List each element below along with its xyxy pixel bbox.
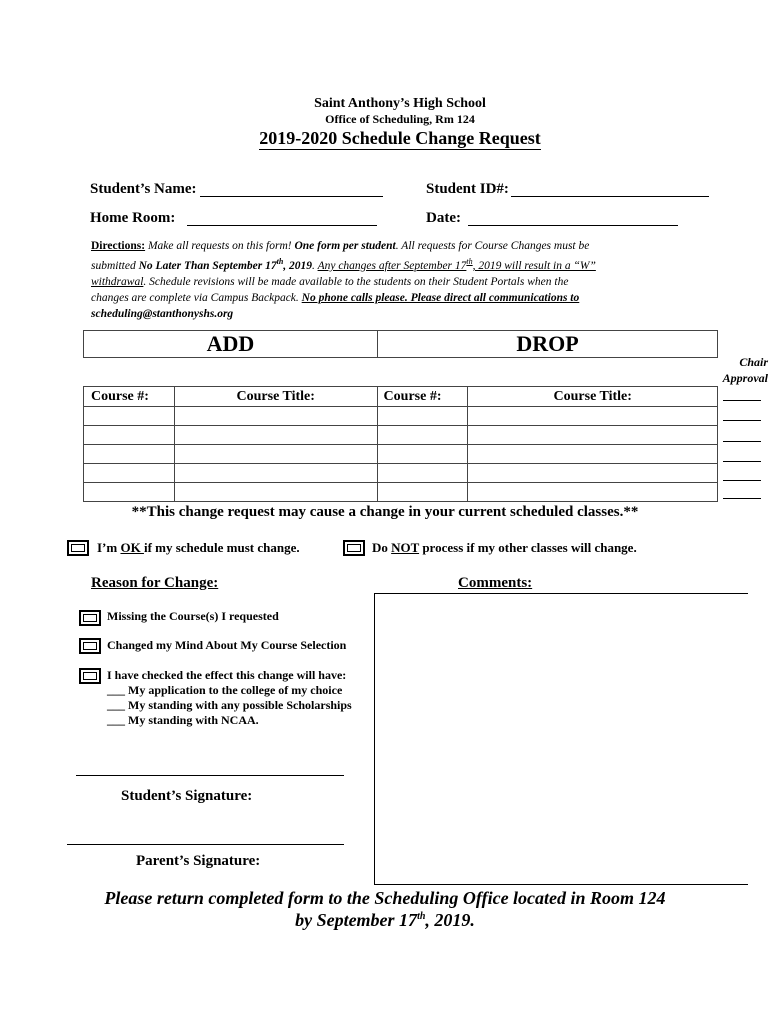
- drop-heading: DROP: [516, 331, 579, 356]
- parent-signature-line[interactable]: [67, 844, 344, 845]
- directions-text-9: , 2019 will result in a “W”: [472, 259, 596, 272]
- school-name: Saint Anthony’s High School: [314, 96, 486, 111]
- date-line[interactable]: [468, 225, 678, 226]
- col-course-num-2: Course #:: [377, 387, 468, 407]
- footer-date-sup: th: [417, 911, 426, 922]
- table-row: [84, 407, 718, 426]
- table-row: [84, 464, 718, 483]
- chair-approval-line[interactable]: [723, 461, 761, 462]
- directions-text-3: . All requests for Course Changes must be: [395, 240, 590, 252]
- ok-option-label: [97, 540, 300, 556]
- home-room-label: Home Room:: [90, 210, 176, 226]
- table-cell[interactable]: [174, 483, 377, 502]
- comments-heading: Comments:: [458, 575, 533, 591]
- footer-date-prefix: by September 17: [295, 910, 418, 930]
- chair-approval-line[interactable]: [723, 400, 761, 401]
- ok-prefix: I’m: [97, 540, 121, 555]
- not-option-label: [372, 540, 637, 556]
- student-signature-label: Student’s Signature:: [121, 788, 253, 804]
- not-checkbox[interactable]: [343, 540, 365, 556]
- table-cell[interactable]: [174, 445, 377, 464]
- parent-signature-label: Parent’s Signature:: [136, 853, 261, 869]
- table-cell[interactable]: [84, 426, 175, 445]
- date-label: Date:: [426, 210, 461, 226]
- footer-line-2: [0, 910, 770, 931]
- student-signature-line[interactable]: [76, 775, 344, 776]
- effect-scholarships: ___ My standing with any possible Scholarships: [107, 698, 352, 712]
- table-cell[interactable]: [377, 483, 468, 502]
- directions-sup-1: th: [276, 257, 284, 266]
- reason-changed-mind-checkbox[interactable]: [79, 638, 101, 654]
- form-title-text: 2019-2020 Schedule Change Request: [259, 128, 541, 148]
- table-cell[interactable]: [174, 407, 377, 426]
- reason-changed-mind-label: Changed my Mind About My Course Selection: [107, 638, 347, 652]
- directions-text-13: No phone calls please. Please direct all communications to: [301, 291, 580, 304]
- chair-approval-line[interactable]: [723, 498, 761, 499]
- student-name-line[interactable]: [200, 196, 383, 197]
- home-room-line[interactable]: [187, 225, 377, 226]
- table-cell[interactable]: [468, 483, 718, 502]
- student-name-label: Student’s Name:: [90, 181, 197, 197]
- table-cell[interactable]: [84, 483, 175, 502]
- chair-approval-line[interactable]: [723, 480, 761, 481]
- student-id-label: Student ID#:: [426, 181, 509, 197]
- directions-text-8: Any changes after September 17: [317, 259, 467, 272]
- table-cell[interactable]: [377, 407, 468, 426]
- table-cell[interactable]: [84, 407, 175, 426]
- table-cell[interactable]: [174, 464, 377, 483]
- table-row: [84, 483, 718, 502]
- comments-box[interactable]: [374, 593, 748, 885]
- warning-text: **This change request may cause a change in your current scheduled classes.**: [131, 504, 639, 520]
- table-cell[interactable]: [84, 445, 175, 464]
- table-row: [84, 426, 718, 445]
- table-cell[interactable]: [377, 426, 468, 445]
- ok-checkbox[interactable]: [67, 540, 89, 556]
- directions-text-6: , 2019: [283, 259, 313, 272]
- table-cell[interactable]: [468, 426, 718, 445]
- ok-underline: OK: [120, 540, 144, 555]
- table-row: [84, 445, 718, 464]
- directions-text-11: . Schedule revisions will be made available to the students on their Student Portals when the: [143, 275, 569, 288]
- approval-label: Approval: [722, 371, 768, 385]
- effect-college: ___ My application to the college of my choice: [107, 683, 343, 697]
- directions-text-1: Make all requests on this form!: [145, 240, 295, 252]
- reason-checked-effect-checkbox[interactable]: [79, 668, 101, 684]
- table-cell[interactable]: [468, 407, 718, 426]
- add-drop-header: [83, 330, 718, 358]
- office-name: Office of Scheduling, Rm 124: [325, 112, 475, 126]
- directions-label: Directions:: [91, 240, 146, 252]
- table-cell[interactable]: [377, 464, 468, 483]
- add-heading: ADD: [84, 331, 378, 357]
- student-id-line[interactable]: [511, 196, 709, 197]
- reason-checked-effect-label: I have checked the effect this change will have:: [107, 668, 347, 682]
- table-cell[interactable]: [377, 445, 468, 464]
- footer-date-suffix: , 2019.: [425, 910, 475, 930]
- table-cell[interactable]: [174, 426, 377, 445]
- effect-ncaa: ___ My standing with NCAA.: [107, 713, 259, 727]
- directions-text-7: .: [312, 259, 318, 272]
- table-cell[interactable]: [468, 464, 718, 483]
- chair-label: Chair: [739, 355, 768, 369]
- col-course-title-1: Course Title:: [174, 387, 377, 407]
- table-header-row: [84, 387, 718, 407]
- footer-line-1: Please return completed form to the Scheduling Office located in Room 124: [104, 888, 666, 908]
- chair-approval-line[interactable]: [723, 420, 761, 421]
- reason-missing-checkbox[interactable]: [79, 610, 101, 626]
- col-course-title-2: Course Title:: [468, 387, 718, 407]
- ok-suffix: if my schedule must change.: [143, 540, 300, 555]
- reason-heading: Reason for Change:: [91, 575, 219, 591]
- not-underline: NOT: [391, 540, 420, 555]
- directions-text-2: One form per student: [294, 240, 396, 252]
- table-cell[interactable]: [84, 464, 175, 483]
- form-title: [0, 128, 770, 149]
- not-suffix: process if my other classes will change.: [419, 540, 637, 555]
- directions: [91, 238, 691, 322]
- table-cell[interactable]: [468, 445, 718, 464]
- directions-text-4: submitted: [91, 259, 139, 272]
- course-table: [83, 386, 718, 502]
- directions-text-12: changes are complete via Campus Backpack.: [91, 291, 302, 304]
- directions-text-10: withdrawal: [91, 275, 144, 288]
- reason-missing-label: Missing the Course(s) I requested: [107, 609, 279, 623]
- chair-approval-line[interactable]: [723, 441, 761, 442]
- not-prefix: Do: [372, 540, 392, 555]
- directions-email: scheduling@stanthonyshs.org: [91, 307, 234, 320]
- col-course-num-1: Course #:: [84, 387, 175, 407]
- directions-text-5: No Later Than September 17: [138, 259, 277, 272]
- directions-sup-2: th: [466, 257, 473, 266]
